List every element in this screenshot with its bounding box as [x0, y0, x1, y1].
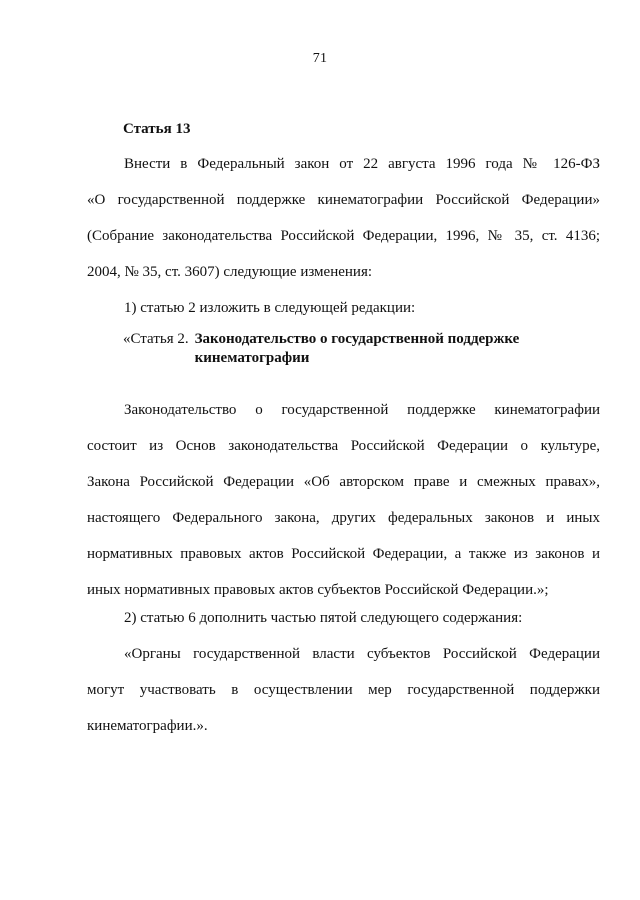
text-line: Закона Российской Федерации «Об авторском праве и смежных правах», — [87, 474, 600, 490]
article-2-title — [123, 330, 555, 368]
text-line: (Собрание законодательства Российской Федерации, 1996, № 35, ст. 4136; — [87, 228, 600, 244]
text-line: настоящего Федерального закона, других федеральных законов и иных — [87, 510, 600, 526]
item-2-paragraph — [87, 600, 600, 636]
article-2-lead: «Статья 2. — [123, 331, 189, 347]
text-line: состоит из Основ законодательства Российской Федерации о культуре, — [87, 438, 600, 454]
article-heading: Статья 13 — [123, 121, 191, 137]
quote-paragraph — [87, 636, 600, 744]
text-line: Законодательство о государственной поддержке кинематографии — [124, 402, 600, 418]
article-2-body — [87, 392, 600, 608]
text-line: иных нормативных правовых актов субъектов Российской Федерации.»; — [87, 582, 549, 598]
text-line: Внести в Федеральный закон от 22 августа 1996 года № 126-ФЗ — [124, 156, 600, 172]
text-line: 2004, № 35, ст. 3607) следующие изменения: — [87, 264, 373, 280]
text-line: «О государственной поддержке кинематографии Российской Федерации» — [87, 192, 600, 208]
text-line: нормативных правовых актов Российской Федерации, а также из законов и — [87, 546, 600, 562]
text-line: могут участвовать в осуществлении мер государственной поддержки — [87, 682, 600, 698]
text-line: 1) статью 2 изложить в следующей редакции: — [124, 300, 416, 316]
text-line: кинематографии.». — [87, 718, 208, 734]
page-number: 71 — [312, 51, 328, 66]
text-line: 2) статью 6 дополнить частью пятой следующего содержания: — [124, 610, 523, 626]
item-1-paragraph — [87, 290, 600, 326]
text-line: «Органы государственной власти субъектов Российской Федерации — [124, 646, 600, 662]
article-2-bold-title: Законодательство о государственной поддержке кинематографии — [194, 331, 520, 366]
intro-paragraph — [87, 146, 600, 290]
